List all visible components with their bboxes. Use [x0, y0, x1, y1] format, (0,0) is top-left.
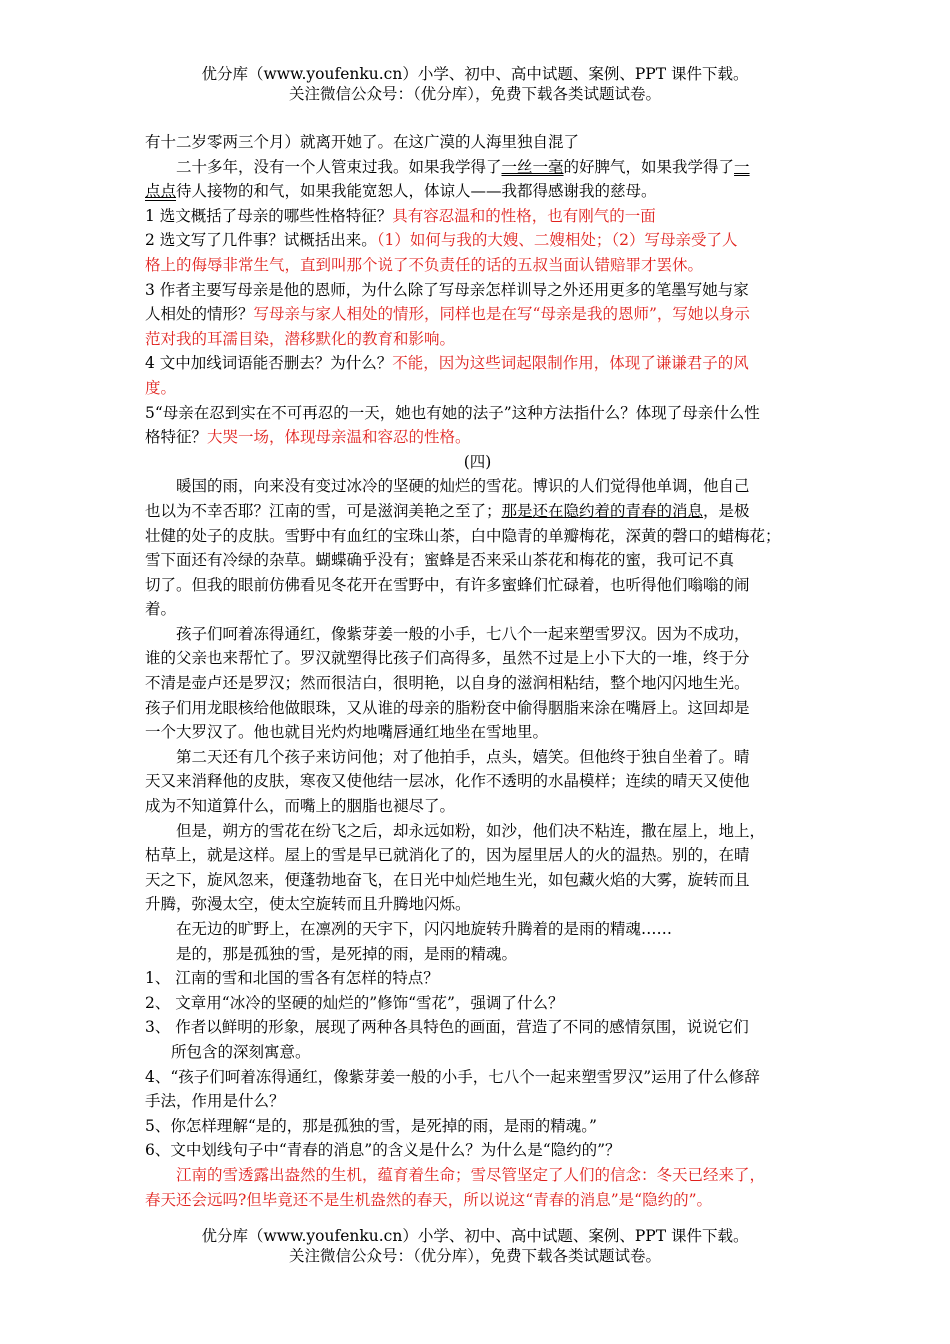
passage-line: 雪下面还有冷绿的杂草。蝴蝶确乎没有；蜜蜂是否来采山茶花和梅花的蜜，我可记不真 [145, 551, 735, 570]
underlined-sentence: 那是还在隐约着的青春的消息 [501, 501, 704, 520]
underlined-word: 一丝一毫 [501, 157, 564, 176]
answer-3-cont: 范对我的耳濡目染，潜移默化的教育和影响。 [145, 329, 456, 348]
passage-line: 点点待人接物的和气，如果我能宽恕人，体谅人——我都得感谢我的慈母。 [145, 182, 657, 201]
question-3-cont: 人相处的情形？写母亲与家人相处的情形，同样也是在写“母亲是我的恩师”，写她以身示 [145, 305, 750, 324]
question-2: 2、 文章用“冰冷的坚硬的灿烂的”修饰“雪花”，强调了什么？ [145, 993, 564, 1012]
answer-4-cont: 度。 [145, 378, 177, 397]
passage-line: 有十二岁零两三个月）就离开她了。在这广漠的人海里独自混了 [145, 133, 580, 151]
passage-line: 是的，那是孤独的雪，是死掉的雨，是雨的精魂。 [176, 944, 518, 963]
passage-line: 枯草上，就是这样。屋上的雪是早已就消化了的，因为屋里居人的火的温热。别的，在晴 [145, 846, 750, 865]
question-4: 4 文中加线词语能否删去？为什么？不能，因为这些词起限制作用，体现了谦谦君子的风 [145, 354, 749, 373]
underlined-word: 点点 [145, 182, 177, 201]
passage-line: 切了。但我的眼前仿佛看见冬花开在雪野中，有许多蜜蜂们忙碌着，也听得他们嗡嗡的闹 [145, 575, 750, 594]
passage-line: 也以为不幸否耶？江南的雪，可是滋润美艳之至了；那是还在隐约着的青春的消息，是极 [145, 501, 750, 520]
passage-line: 在无边的旷野上，在凛冽的天宇下，闪闪地旋转升腾着的是雨的精魂…… [176, 920, 673, 938]
question-5: 5“母亲在忍到实在不可再忍的一天，她也有她的法子”这种方法指什么？体现了母亲什么性 [145, 403, 760, 422]
question-4: 4、“孩子们呵着冻得通红，像紫芽姜一般的小手，七八个一起来塑雪罗汉”运用了什么修辞 [145, 1067, 760, 1086]
section-title: (四) [463, 452, 492, 471]
question-6: 6、文中划线句子中“青春的消息”的含义是什么？为什么是“隐约的”？ [145, 1141, 621, 1160]
passage-line: 成为不知道算什么，而嘴上的胭脂也褪尽了。 [145, 797, 456, 816]
passage-line: 谁的父亲也来帮忙了。罗汉就塑得比孩子们高得多，虽然不过是上小下大的一堆，终于分 [145, 649, 750, 668]
answer-4: 不能，因为这些词起限制作用，体现了谦谦君子的风 [392, 354, 749, 373]
answer-6-cont: 春天还会远吗?但毕竟还不是生机盎然的春天，所以说这“青春的消息”是“隐约的”。 [145, 1190, 713, 1209]
question-3: 3、 作者以鲜明的形象，展现了两种各具特色的画面，营造了不同的感情氛围，说说它们 [145, 1018, 749, 1037]
question-3: 3 作者主要写母亲是他的恩师，为什么除了写母亲怎样训导之外还用更多的笔墨写她与家 [145, 280, 749, 299]
question-1: 1 选文概括了母亲的哪些性格特征？具有容忍温和的性格，也有刚气的一面 [145, 206, 656, 225]
question-5-cont: 格特征？大哭一场，体现母亲温和容忍的性格。 [145, 428, 471, 447]
passage-line: 壮健的处子的皮肤。雪野中有血红的宝珠山茶，白中隐青的单瓣梅花，深黄的磬口的蜡梅花； [145, 526, 781, 545]
answer-2: （1）如何与我的大嫂、二嫂相处；（2）写母亲受了人 [376, 231, 738, 250]
answer-2-cont: 格上的侮辱非常生气，直到叫那个说了不负责任的话的五叔当面认错赔罪才罢休。 [145, 255, 704, 274]
passage-line: 一个大罗汉了。他也就目光灼灼地嘴唇通红地坐在雪地里。 [145, 723, 549, 742]
passage-line: 不清是壶卢还是罗汉；然而很洁白，很明艳，以自身的滋润相粘结，整个地闪闪地生光。 [145, 674, 750, 693]
passage-line: 孩子们用龙眼核给他做眼珠，又从谁的母亲的脂粉奁中偷得胭脂来涂在嘴唇上。这回却是 [145, 698, 750, 717]
header-line-2: 关注微信公众号：（优分库），免费下载各类试题试卷。 [288, 85, 661, 103]
answer-1: 具有容忍温和的性格，也有刚气的一面 [392, 206, 656, 225]
passage-line: 第二天还有几个孩子来访问他；对了他拍手，点头，嬉笑。但他终于独自坐着了。晴 [176, 747, 750, 766]
passage-line: 升腾，弥漫太空，使太空旋转而且升腾地闪烁。 [145, 895, 471, 914]
question-4-cont: 手法，作用是什么？ [145, 1092, 285, 1111]
passage-line: 二十多年，没有一个人管束过我。如果我学得了一丝一毫的好脾气，如果我学得了一 [176, 157, 750, 176]
answer-5: 大哭一场，体现母亲温和容忍的性格。 [207, 428, 471, 447]
passage-line: 但是，朔方的雪花在纷飞之后，却永远如粉，如沙，他们决不粘连，撒在屋上，地上， [176, 821, 766, 840]
answer-3: 写母亲与家人相处的情形，同样也是在写“母亲是我的恩师”，写她以身示 [253, 305, 750, 324]
answer-6: 江南的雪透露出盎然的生机，蕴育着生命；雪尽管坚定了人们的信念：冬天已经来了， [176, 1165, 766, 1184]
passage-line: 孩子们呵着冻得通红，像紫芽姜一般的小手，七八个一起来塑雪罗汉。因为不成功， [176, 624, 750, 643]
question-1: 1、 江南的雪和北国的雪各有怎样的特点？ [145, 969, 439, 988]
footer-line-1: 优分库（www.youfenku.cn）小学、初中、高中试题、案例、PPT 课件下载。 [201, 1227, 749, 1245]
page-header [0, 64, 950, 104]
passage-line: 着。 [145, 600, 177, 619]
question-5: 5、你怎样理解“是的，那是孤独的雪，是死掉的雨，是雨的精魂。” [145, 1116, 597, 1135]
footer-line-2: 关注微信公众号：（优分库），免费下载各类试题试卷。 [288, 1247, 661, 1265]
question-2: 2 选文写了几件事？试概括出来。（1）如何与我的大嫂、二嫂相处；（2）写母亲受了人 [145, 231, 738, 250]
header-line-1: 优分库（www.youfenku.cn）小学、初中、高中试题、案例、PPT 课件下载。 [201, 65, 749, 83]
page-footer [0, 1226, 950, 1266]
underlined-word: 一 [734, 157, 750, 176]
passage-line: 暖国的雨，向来没有变过冰冷的坚硬的灿烂的雪花。博识的人们觉得他单调，他自己 [176, 477, 750, 496]
passage-line: 天之下，旋风忽来，便蓬勃地奋飞，在日光中灿烂地生光，如包藏火焰的大雾，旋转而且 [145, 870, 750, 889]
passage-line: 天又来消释他的皮肤，寒夜又使他结一层冰，化作不透明的水晶模样；连续的晴天又使他 [145, 772, 750, 791]
document-body [145, 130, 810, 1212]
question-3-cont: 所包含的深刻寓意。 [171, 1042, 311, 1061]
